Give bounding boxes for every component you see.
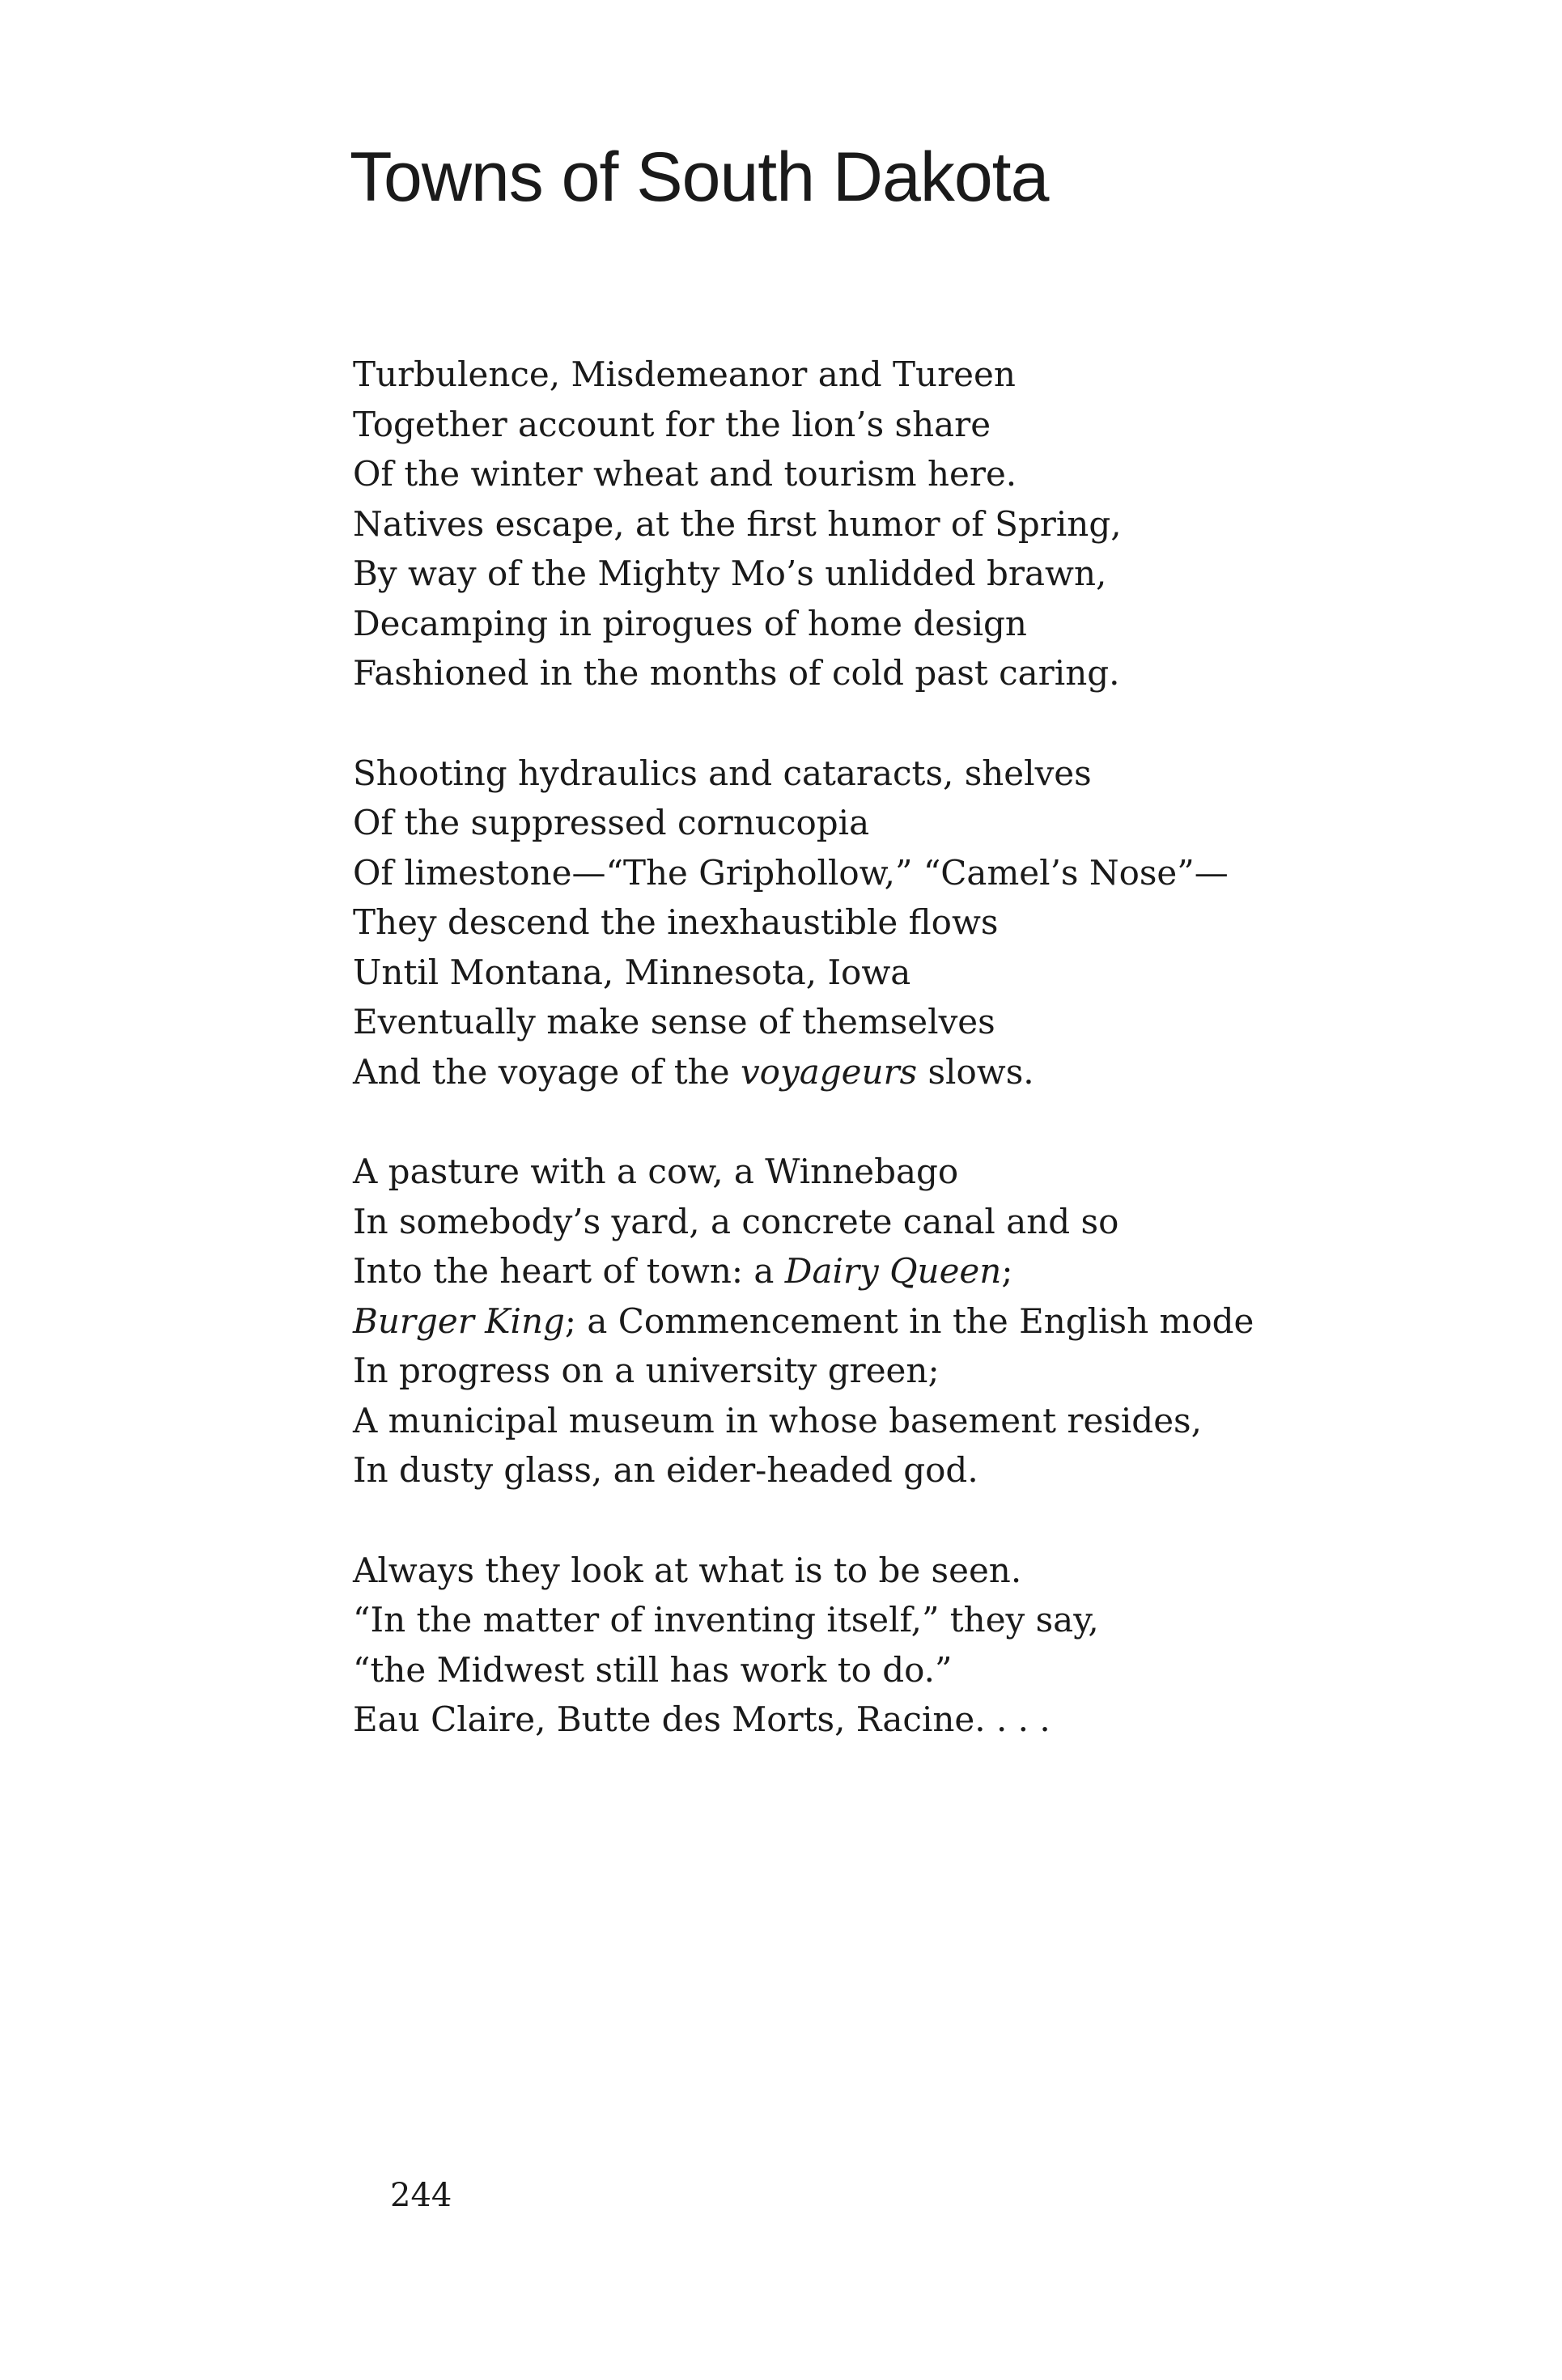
poem-line	[353, 648, 1405, 698]
line-text: A pasture with a cow, a Winnebago	[353, 1152, 959, 1191]
line-text: In somebody’s yard, a concrete canal and so	[353, 1201, 1119, 1241]
poem-line	[353, 1445, 1405, 1495]
italic-text: voyageurs	[740, 1051, 918, 1092]
poem-line	[353, 449, 1405, 499]
poem-body	[353, 350, 1405, 1795]
italic-text: Dairy Queen	[784, 1251, 1002, 1291]
line-text: ;	[1001, 1251, 1013, 1291]
line-text: In progress on a university green;	[353, 1351, 940, 1390]
poem-line	[353, 1296, 1405, 1347]
line-text: Together account for the lion’s share	[353, 404, 991, 444]
line-text: ; a Commencement in the English mode	[564, 1300, 1254, 1341]
line-text: And the voyage of the	[353, 1051, 741, 1092]
poem-line	[353, 1246, 1405, 1296]
line-text: Fashioned in the months of cold past caring.	[353, 653, 1120, 693]
line-text: “In the matter of inventing itself,” they say,	[353, 1600, 1099, 1640]
poem-line	[353, 1346, 1405, 1396]
line-text: Eventually make sense of themselves	[353, 1002, 995, 1042]
poem-line	[353, 1147, 1405, 1197]
line-text: Natives escape, at the first humor of Spring,	[353, 503, 1122, 544]
stanza	[353, 1147, 1405, 1495]
line-text: Until Montana, Minnesota, Iowa	[353, 952, 911, 992]
line-text: Of the winter wheat and tourism here.	[353, 454, 1017, 494]
line-text: Of limestone—“The Griphollow,” “Camel’s Nose”—	[353, 852, 1229, 893]
line-text: Turbulence, Misdemeanor and Tureen	[353, 354, 1016, 394]
poem-line	[353, 1695, 1405, 1745]
poem-line	[353, 997, 1405, 1047]
poem-line	[353, 848, 1405, 898]
line-text: Of the suppressed cornucopia	[353, 803, 870, 842]
poem-line	[353, 798, 1405, 848]
poem-title: Towns of South Dakota	[350, 138, 1049, 216]
line-text: They descend the inexhaustible flows	[353, 902, 999, 942]
poem-line	[353, 499, 1405, 549]
poem-line	[353, 400, 1405, 450]
poem-line	[353, 1595, 1405, 1645]
line-text: By way of the Mighty Mo’s unlidded brawn,	[353, 554, 1107, 593]
poem-line	[353, 1197, 1405, 1247]
poem-line	[353, 549, 1405, 599]
line-text: In dusty glass, an eider-headed god.	[353, 1450, 978, 1490]
poem-line	[353, 749, 1405, 799]
poem-line	[353, 1396, 1405, 1446]
page-number: 244	[390, 2177, 452, 2214]
line-text: Into the heart of town: a	[353, 1251, 785, 1291]
line-text: Eau Claire, Butte des Morts, Racine. . . .	[353, 1699, 1051, 1739]
stanza	[353, 350, 1405, 698]
line-text: “the Midwest still has work to do.”	[353, 1649, 953, 1690]
line-text: A municipal museum in whose basement resides,	[353, 1400, 1202, 1440]
line-text: Shooting hydraulics and cataracts, shelves	[353, 753, 1092, 793]
poem-line	[353, 1047, 1405, 1097]
line-text: slows.	[917, 1051, 1034, 1092]
line-text: Decamping in pirogues of home design	[353, 603, 1027, 643]
poem-line	[353, 897, 1405, 948]
poem-line	[353, 948, 1405, 998]
italic-text: Burger King	[353, 1300, 565, 1341]
poem-line	[353, 350, 1405, 400]
poem-line	[353, 1645, 1405, 1695]
poem-line	[353, 1546, 1405, 1596]
line-text: Always they look at what is to be seen.	[353, 1550, 1022, 1590]
stanza	[353, 1546, 1405, 1745]
stanza	[353, 749, 1405, 1097]
poem-line	[353, 599, 1405, 649]
